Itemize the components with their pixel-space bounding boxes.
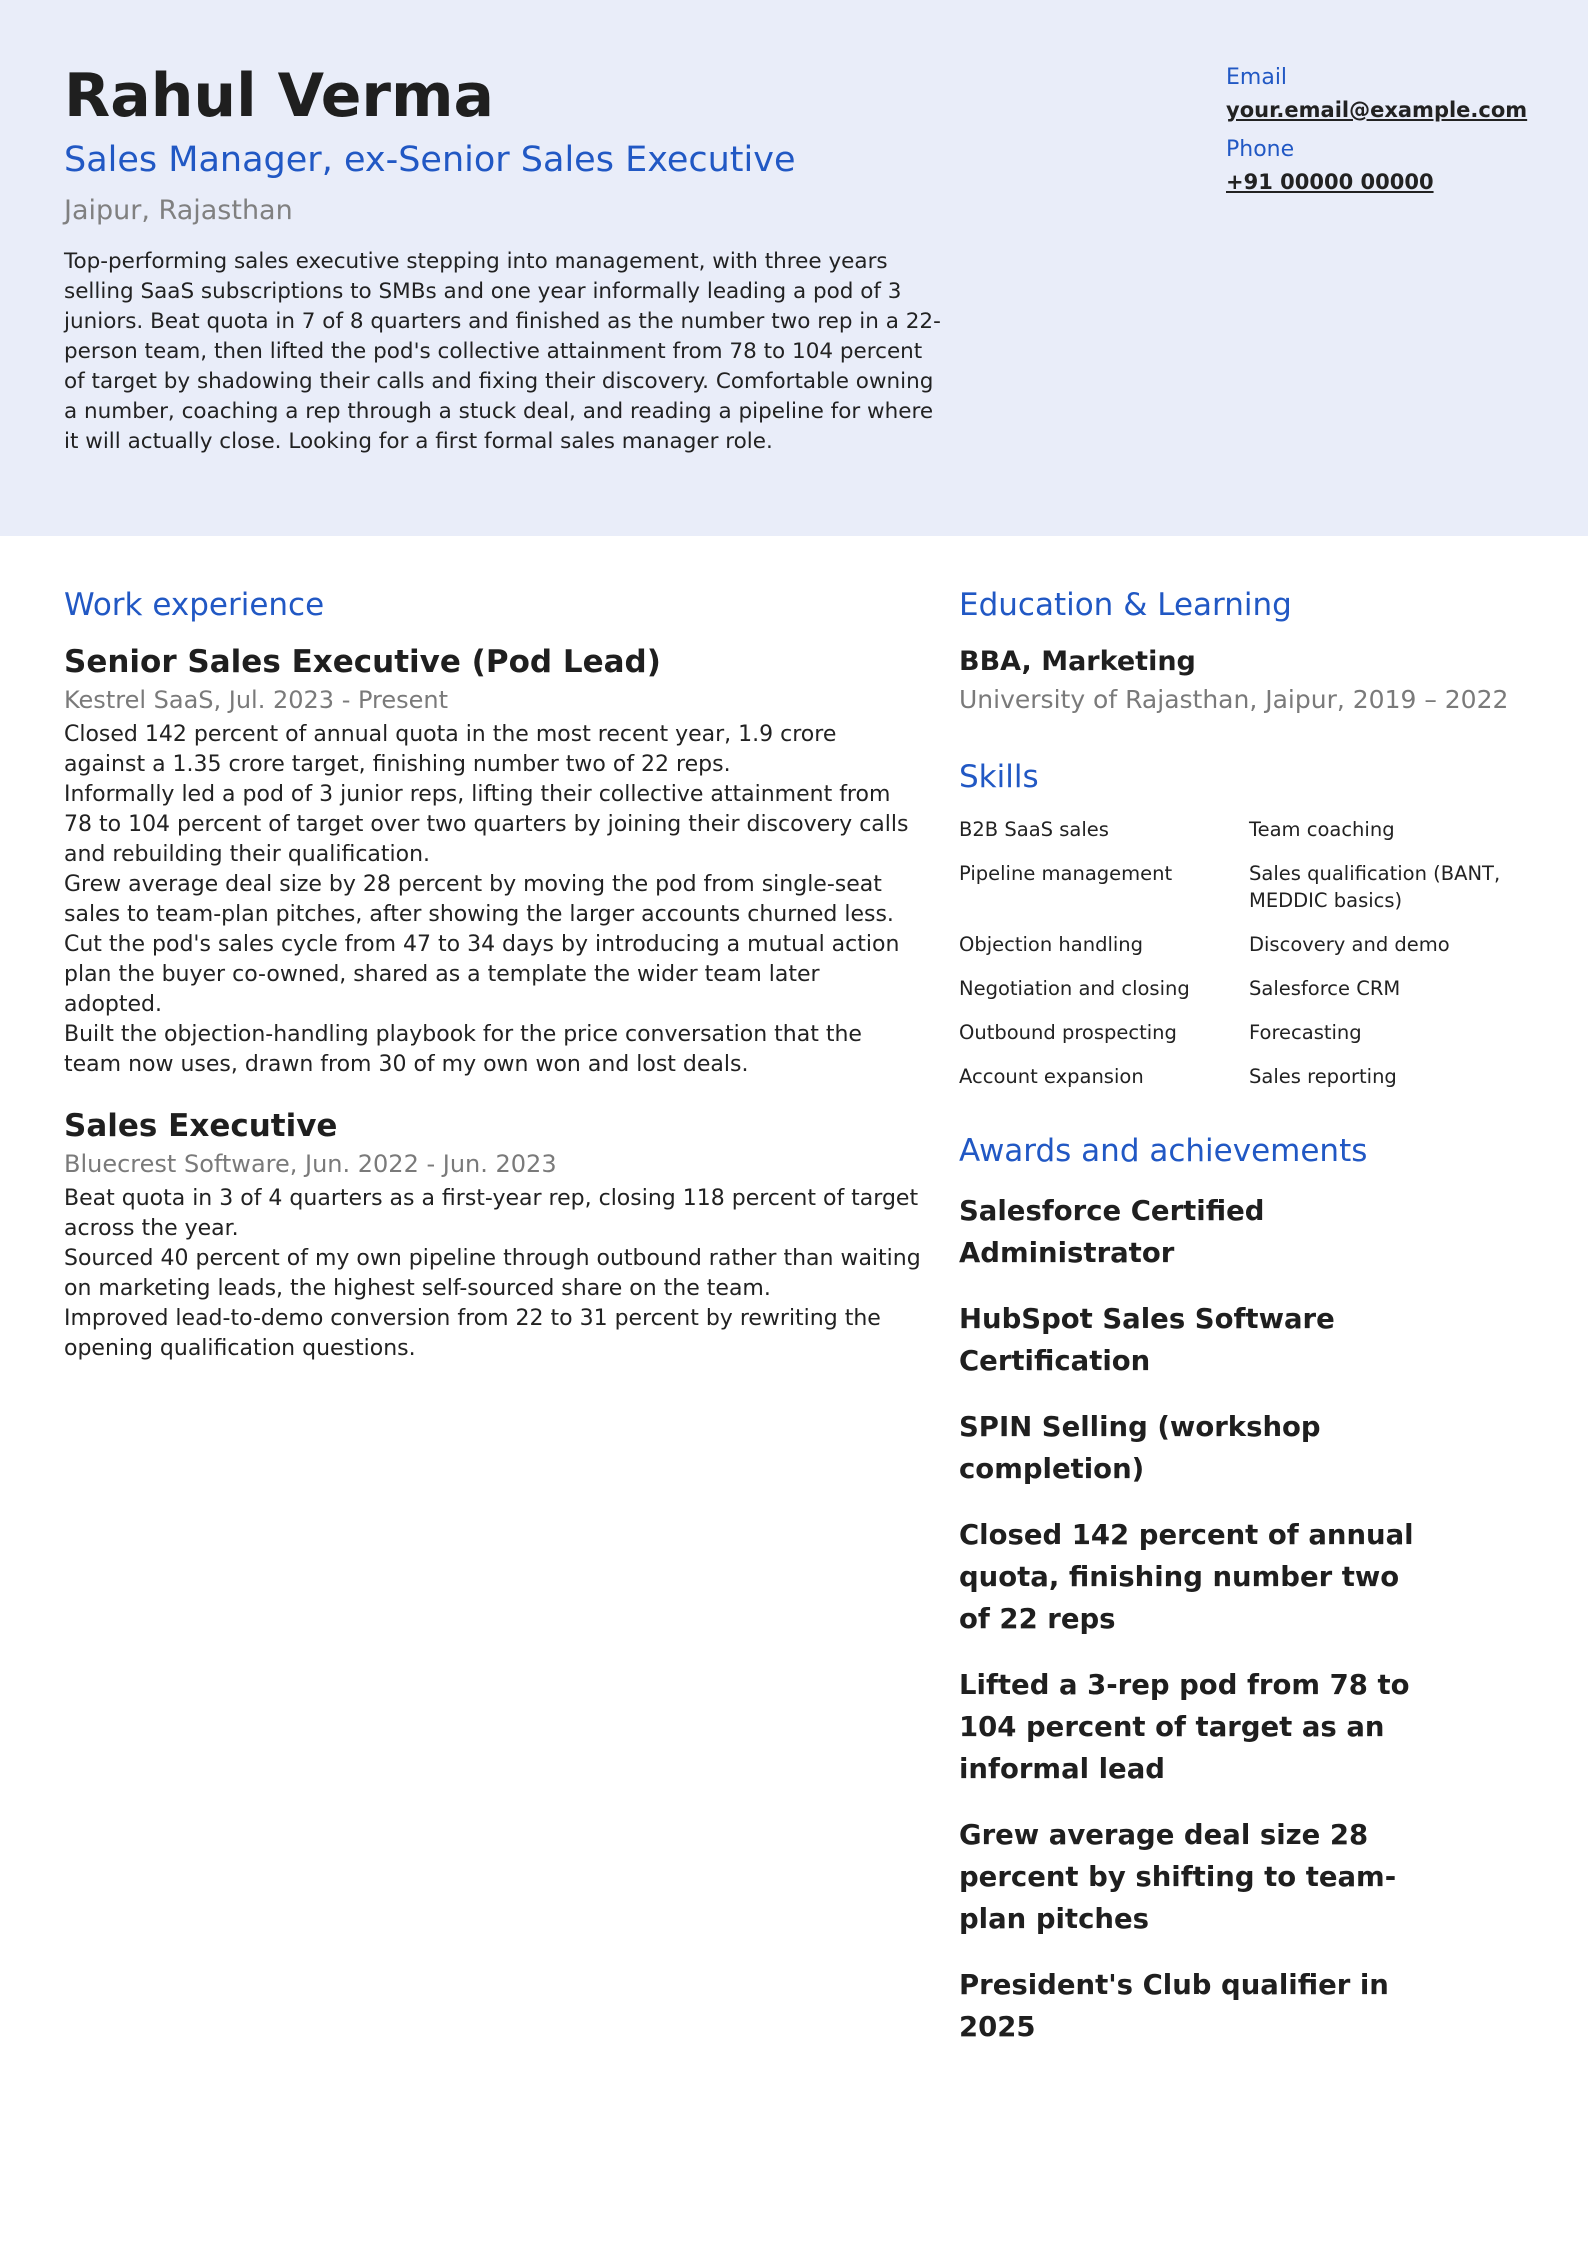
job-bullet: Informally led a pod of 3 junior reps, lifting their collective attainment from 78 to 104 percent of target over two quarters by joining their discovery calls and rebuilding their qualification. (64, 782, 909, 867)
contact-block (1226, 62, 1566, 206)
phone-label: Phone (1226, 137, 1295, 162)
skill-item: Sales qualification (BANT, MEDDIC basics) (1249, 862, 1501, 912)
job-bullet: Closed 142 percent of annual quota in the most recent year, 1.9 crore against a 1.35 crore target, finishing number two of 22 reps. (64, 722, 837, 777)
job-company-dates: Kestrel SaaS, Jul. 2023 - Present (64, 686, 449, 714)
email-link[interactable]: your.email@example.com (1226, 98, 1528, 122)
skill-item: Negotiation and closing (959, 977, 1190, 1000)
job-entry (64, 1106, 924, 1364)
school: University of Rajasthan, Jaipur, 2019 – 2022 (959, 685, 1509, 714)
left-column (64, 580, 924, 1364)
award-item: HubSpot Sales Software Certification (959, 1303, 1335, 1377)
job-bullets (64, 1184, 924, 1364)
skill-item: Objection handling (959, 933, 1144, 956)
job-bullet: Cut the pod's sales cycle from 47 to 34 days by introducing a mutual action plan the buyer co-owned, shared as a template the wider team later adopted. (64, 932, 900, 1017)
skill-item: Salesforce CRM (1249, 977, 1401, 1000)
award-item: President's Club qualifier in 2025 (959, 1969, 1389, 2043)
job-bullet: Grew average deal size by 28 percent by moving the pod from single-seat sales to team-plan pitches, after showing the larger accounts churned less. (64, 872, 894, 927)
skills-heading: Skills (959, 759, 1039, 795)
work-experience-heading: Work experience (64, 587, 325, 623)
skill-item: Forecasting (1249, 1021, 1362, 1044)
summary-paragraph: Top-performing sales executive stepping into management, with three years selling SaaS subscriptions to SMBs and one year informally leading a pod of 3 juniors. Beat quota in 7 of 8 quarters and finished as the number two rep in a 22-person team, then lifted the pod's collective attainment from 78 to 104 percent of target by shadowing their calls and fixing their discovery. Comfortable owning a number, coaching a rep through a stuck deal, and reading a pipeline for where it will actually close. Looking for a first formal sales manager role. (64, 249, 941, 454)
skill-item: Account expansion (959, 1065, 1144, 1088)
job-bullet: Built the objection-handling playbook for the price conversation that the team now uses, drawn from 30 of my own won and lost deals. (64, 1022, 862, 1077)
job-title: Senior Sales Executive (Pod Lead) (64, 644, 661, 680)
header-band (0, 0, 1588, 536)
skill-item: B2B SaaS sales (959, 818, 1109, 841)
award-item: Grew average deal size 28 percent by shifting to team-plan pitches (959, 1819, 1397, 1935)
skill-item: Sales reporting (1249, 1065, 1397, 1088)
degree: BBA, Marketing (959, 646, 1196, 677)
job-bullet: Improved lead-to-demo conversion from 22 to 31 percent by rewriting the opening qualification questions. (64, 1306, 881, 1361)
award-item: Lifted a 3-rep pod from 78 to 104 percent of target as an informal lead (959, 1669, 1410, 1785)
awards-list (959, 1190, 1559, 2048)
job-title: Sales Executive (64, 1108, 338, 1144)
phone-link[interactable]: +91 00000 00000 (1226, 170, 1434, 194)
job-company-dates: Bluecrest Software, Jun. 2022 - Jun. 2023 (64, 1150, 557, 1178)
skill-item: Team coaching (1249, 818, 1395, 841)
skill-item: Pipeline management (959, 862, 1173, 885)
job-entry (64, 642, 924, 1080)
awards-heading: Awards and achievements (959, 1133, 1368, 1169)
award-item: SPIN Selling (workshop completion) (959, 1411, 1321, 1485)
skill-item: Discovery and demo (1249, 933, 1450, 956)
candidate-location: Jaipur, Rajasthan (64, 195, 293, 226)
skill-item: Outbound prospecting (959, 1021, 1177, 1044)
award-item: Closed 142 percent of annual quota, finishing number two of 22 reps (959, 1519, 1414, 1635)
phone-group (1226, 134, 1566, 198)
candidate-headline: Sales Manager, ex-Senior Sales Executive (64, 140, 796, 180)
job-bullets (64, 720, 924, 1080)
skills-list (959, 816, 1559, 1090)
education-heading: Education & Learning (959, 587, 1292, 623)
award-item: Salesforce Certified Administrator (959, 1195, 1265, 1269)
right-column (959, 580, 1559, 2072)
job-bullet: Beat quota in 3 of 4 quarters as a first-year rep, closing 118 percent of target across the year. (64, 1186, 919, 1241)
candidate-name: Rahul Verma (64, 61, 495, 131)
job-bullet: Sourced 40 percent of my own pipeline through outbound rather than waiting on marketing leads, the highest self-sourced share on the team. (64, 1246, 921, 1301)
email-label: Email (1226, 65, 1288, 90)
email-group (1226, 62, 1566, 126)
